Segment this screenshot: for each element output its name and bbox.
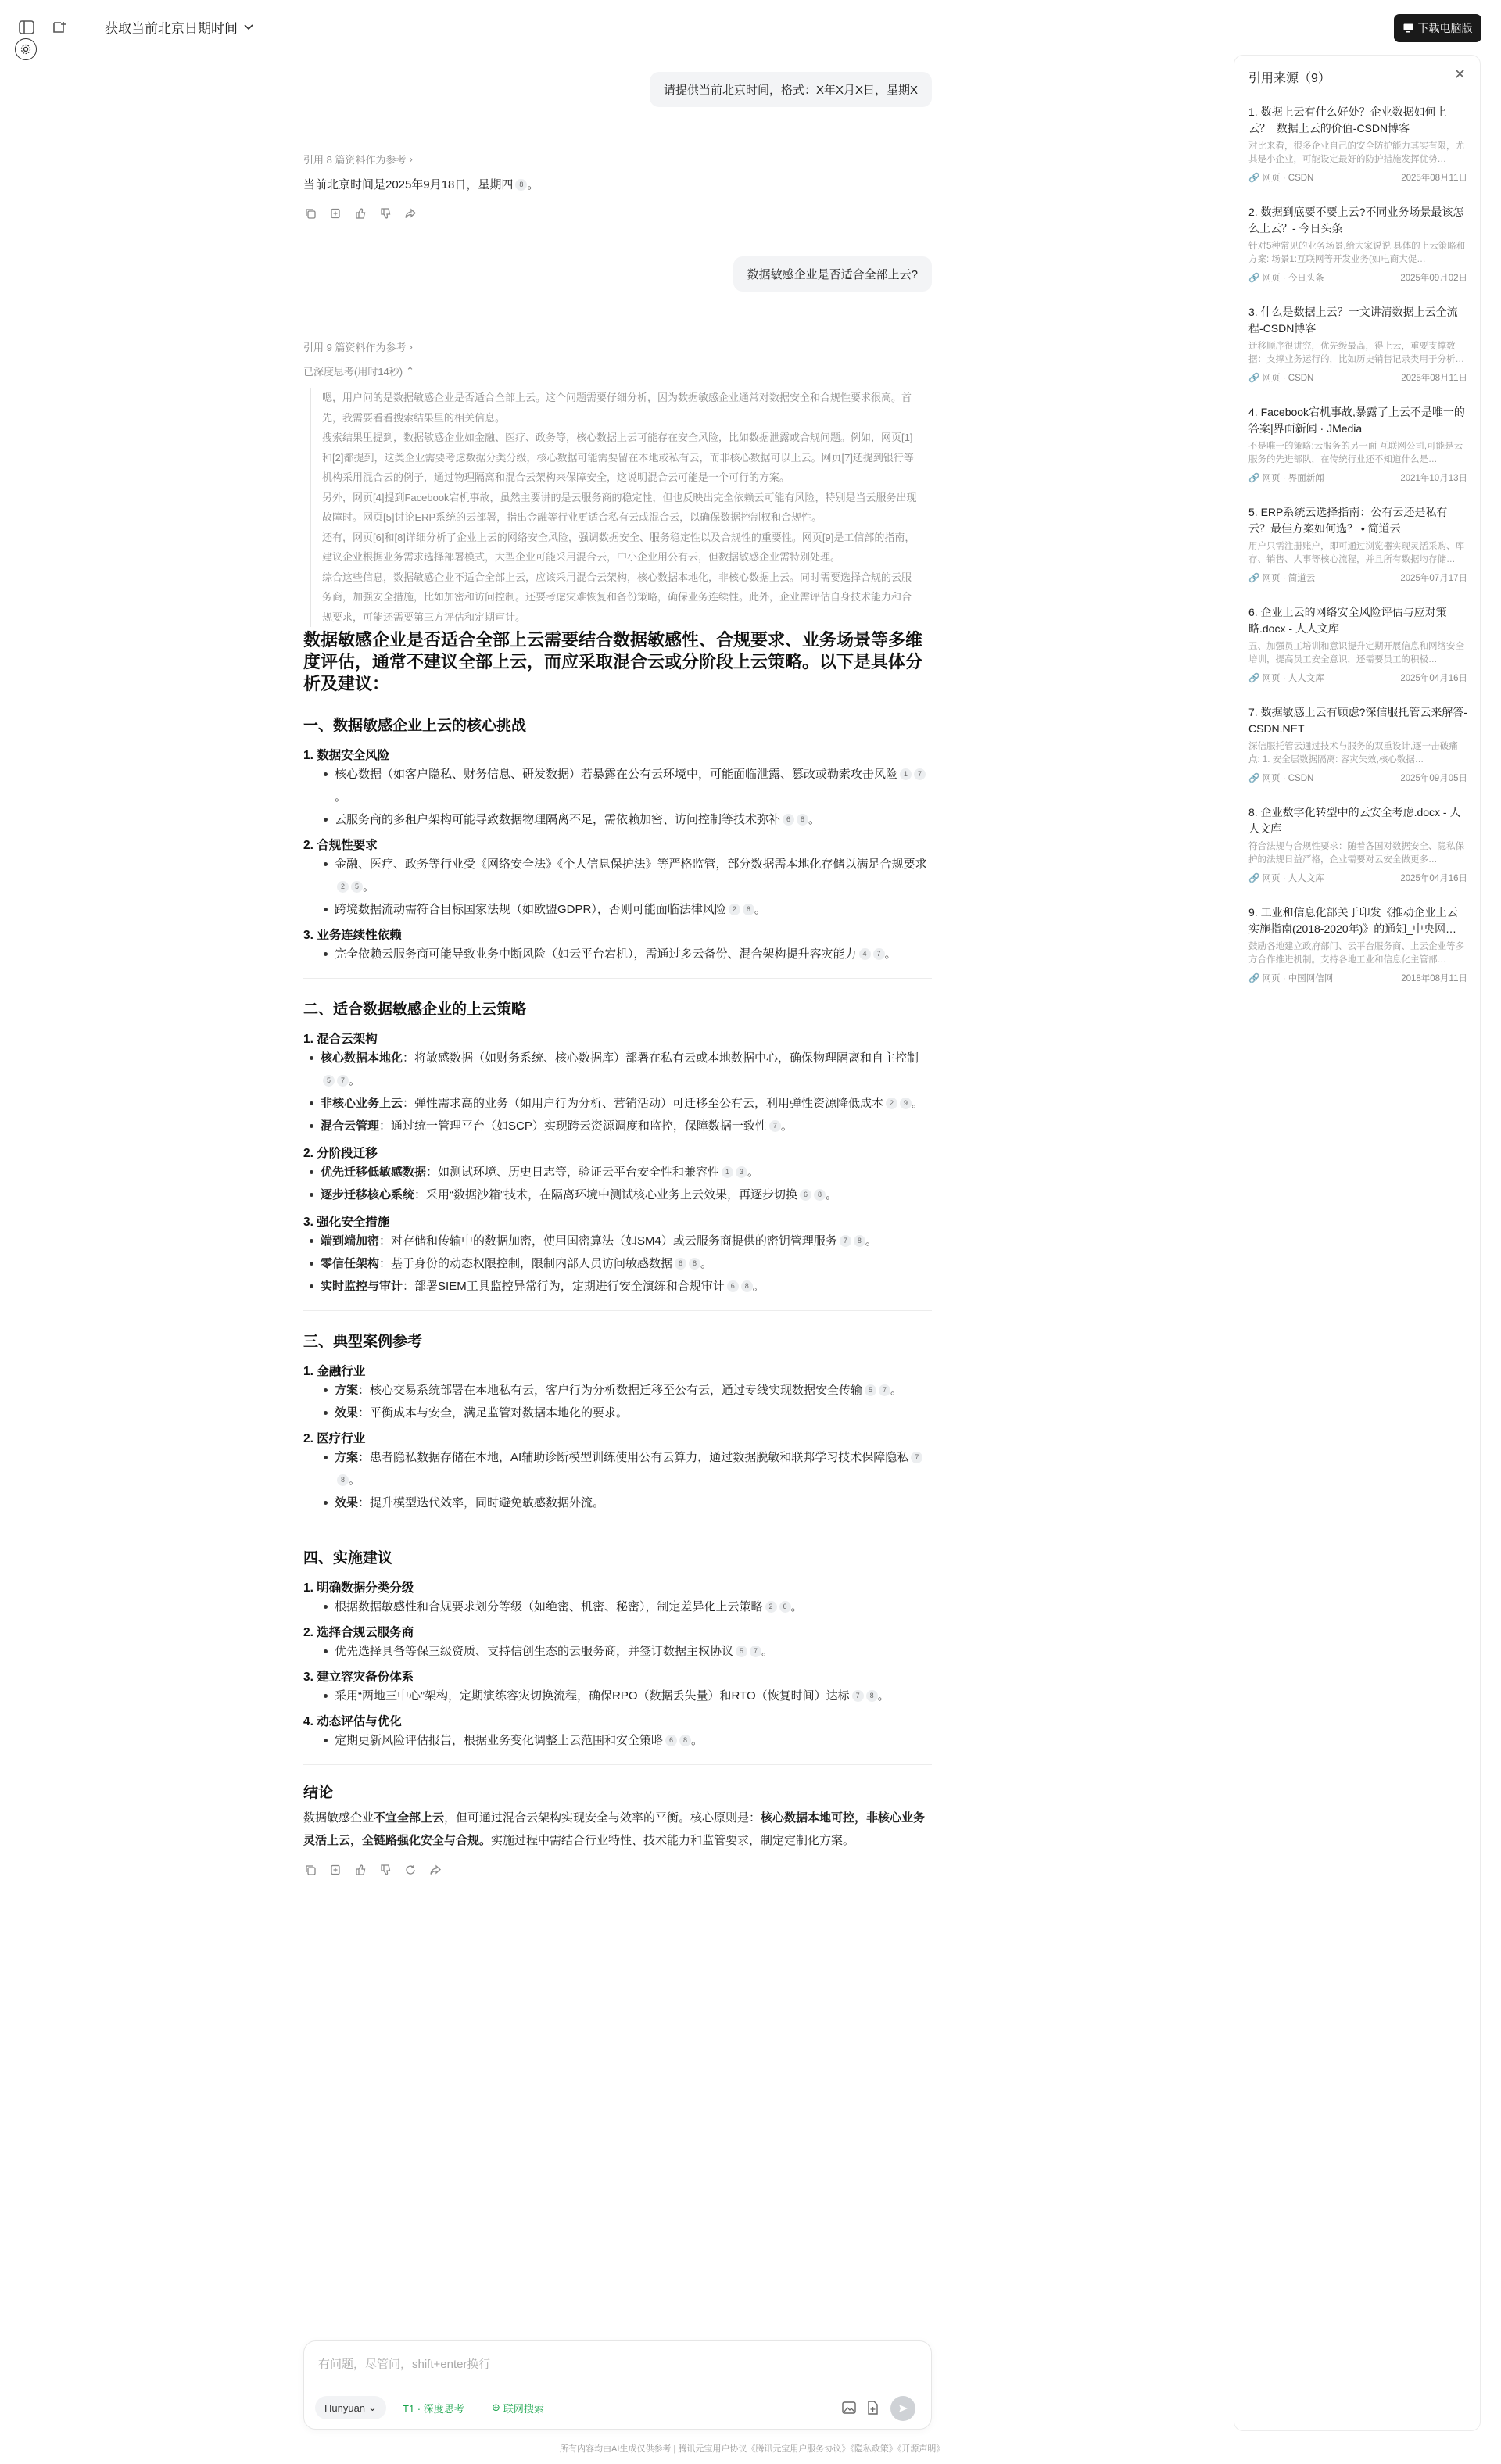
subsection-heading: 1. 数据安全风险 bbox=[303, 749, 390, 762]
web-search-toggle[interactable] bbox=[482, 2396, 553, 2419]
link-icon: 🔗 bbox=[1248, 974, 1260, 983]
thumbs-up-icon[interactable] bbox=[353, 206, 367, 220]
list-item-text: ：平衡成本与安全，满足监管对数据本地化的要求。 bbox=[358, 1406, 629, 1420]
list-item: 核心数据本地化：将敏感数据（如财务系统、核心数据库）部署在私有云或本地数据中心，确保物理隔离和自主控制5 7 。 bbox=[303, 1047, 932, 1092]
citation-badge[interactable]: 7 bbox=[852, 1690, 864, 1702]
reference-count-link[interactable] bbox=[303, 152, 413, 167]
list-item-key: 方案 bbox=[335, 1451, 359, 1464]
citation-badge[interactable]: 4 bbox=[859, 948, 871, 960]
source-meta: 🔗 网页 · CSDN 2025年08月11日 bbox=[1248, 371, 1467, 384]
citation-badge[interactable]: 8 bbox=[866, 1690, 878, 1702]
source-site: 人人文库 bbox=[1288, 674, 1324, 683]
list-item-key: 混合云管理 bbox=[321, 1119, 380, 1133]
link-icon: 🔗 bbox=[1248, 574, 1260, 583]
source-snippet: 迁移顺序很讲究，优先级最高，得上云，重要支撑数据：支撑业务运行的，比如历史销售记录类用于分析… bbox=[1248, 342, 1464, 364]
list-item-text: ：通过统一管理平台（如SCP）实现跨云资源调度和监控，保障数据一致性 bbox=[379, 1119, 767, 1133]
link-icon: 🔗 bbox=[1248, 874, 1260, 883]
source-site: CSDN bbox=[1288, 774, 1314, 783]
citation-badge[interactable]: 7 bbox=[911, 1452, 922, 1463]
regenerate-icon[interactable] bbox=[403, 1863, 417, 1877]
conversation-title-dropdown[interactable] bbox=[105, 17, 253, 37]
source-date: 2025年07月17日 bbox=[1400, 574, 1467, 583]
citation-badge[interactable]: 7 bbox=[840, 1235, 851, 1247]
download-label: 下载电脑版 bbox=[1417, 22, 1473, 34]
source-title: 2. 数据到底要不要上云?不同业务场景最该怎么上云？- 今日头条 bbox=[1248, 206, 1464, 235]
conclusion-text: 数据敏感企业 bbox=[303, 1811, 374, 1825]
divider bbox=[303, 1310, 932, 1311]
source-snippet: 对比来看，很多企业自己的安全防护能力其实有限，尤其是小企业，可能设定最好的防护措施发挥优势… bbox=[1248, 141, 1464, 164]
source-date: 2025年08月11日 bbox=[1401, 374, 1467, 383]
citation-badge[interactable]: 8 bbox=[741, 1280, 753, 1292]
thinking-paragraph: 嗯，用户问的是数据敏感企业是否适合全部上云。这个问题需要仔细分析，因为数据敏感企业通常对数据安全和合规性要求很高。首先，我需要看看搜索结果里的相关信息。 bbox=[322, 392, 912, 424]
answer-heading: 数据敏感企业是否适合全部上云需要结合数据敏感性、合规要求、业务场景等多维度评估，通常不建议全部上云，而应采取混合云或分阶段上云策略。以下是具体分析及建议： bbox=[303, 630, 923, 693]
citation-badge[interactable]: 9 bbox=[900, 1098, 912, 1109]
source-type: 网页 bbox=[1262, 674, 1281, 683]
link-icon: 🔗 bbox=[1248, 774, 1260, 783]
link-icon: 🔗 bbox=[1248, 674, 1260, 683]
list-item-text: 金融、医疗、政务等行业受《网络安全法》《个人信息保护法》等严格监管，部分数据需本地化存储以满足合规要求 bbox=[335, 858, 927, 871]
conclusion-key: 不宜全部上云 bbox=[374, 1811, 445, 1825]
settings-icon[interactable] bbox=[15, 38, 37, 60]
citation-badge[interactable]: 8 bbox=[515, 179, 527, 191]
divider bbox=[303, 978, 932, 979]
source-card[interactable] bbox=[1248, 804, 1467, 884]
source-date: 2025年04月16日 bbox=[1400, 674, 1467, 683]
source-site: 今日头条 bbox=[1288, 274, 1324, 283]
citation-badge[interactable]: 5 bbox=[323, 1075, 335, 1087]
file-upload-icon[interactable] bbox=[865, 2401, 879, 2419]
list-item: 完全依赖云服务商可能导致业务中断风险（如云平台宕机），需通过多云备份、混合架构提升容灾能力 4 7 。 bbox=[303, 943, 932, 965]
list-item: 采用“两地三中心”架构，定期演练容灾切换流程，确保RPO（数据丢失量）和RTO（恢复时间）达标 7 8 。 bbox=[303, 1685, 932, 1707]
assistant-answer: 当前北京时间是2025年9月18日，星期四 8 。 bbox=[303, 178, 539, 192]
subsection-heading: 3. 业务连续性依赖 bbox=[303, 929, 402, 942]
source-date: 2025年09月05日 bbox=[1400, 774, 1467, 783]
list-item-key: 非核心业务上云 bbox=[321, 1097, 403, 1110]
bookmark-icon[interactable] bbox=[328, 206, 342, 220]
list-item: 优先选择具备等保三级资质、支持信创生态的云服务商，并签订数据主权协议 5 7 。 bbox=[303, 1640, 932, 1663]
source-type: 网页 bbox=[1262, 474, 1281, 483]
conclusion-text: ，但可通过混合云架构实现安全与效率的平衡。核心原则是： bbox=[444, 1811, 761, 1825]
list-item: 端到端加密：对存储和传输中的数据加密，使用国密算法（如SM4）或云服务商提供的密钥管理服务 7 8 。 bbox=[303, 1230, 932, 1252]
source-type: 网页 bbox=[1262, 974, 1281, 983]
source-meta: 🔗 网页 · CSDN 2025年09月05日 bbox=[1248, 772, 1467, 784]
list-item: 方案：核心交易系统部署在本地私有云，客户行为分析数据迁移至公有云，通过专线实现数据安全传输 5 7 。 bbox=[303, 1379, 932, 1402]
list-item-text: ：患者隐私数据存储在本地，AI辅助诊断模型训练使用公有云算力，通过数据脱敏和联邦学习技术保障隐私 bbox=[358, 1451, 909, 1464]
citation-badge[interactable]: 5 bbox=[736, 1646, 747, 1657]
user-message bbox=[733, 256, 932, 292]
subsection-heading: 1. 明确数据分类分级 bbox=[303, 1581, 414, 1595]
source-site: 界面新闻 bbox=[1288, 474, 1324, 483]
source-meta: 🔗 网页 · 简道云 2025年07月17日 bbox=[1248, 571, 1467, 584]
citation-badge[interactable]: 8 bbox=[689, 1258, 700, 1270]
section-heading: 结论 bbox=[303, 1785, 334, 1801]
citation-badge[interactable]: 5 bbox=[351, 881, 363, 893]
source-date: 2025年04月16日 bbox=[1400, 874, 1467, 883]
send-button[interactable] bbox=[890, 2396, 915, 2421]
chevron-right-icon: › bbox=[409, 153, 413, 165]
top-bar bbox=[0, 0, 1473, 55]
source-title: 4. Facebook宕机事故,暴露了上云不是唯一的答案|界面新闻 · JMedia bbox=[1248, 406, 1465, 435]
citation-badge[interactable]: 7 bbox=[750, 1646, 761, 1657]
link-icon: 🔗 bbox=[1248, 174, 1260, 183]
globe-icon: ⊕ bbox=[492, 2401, 500, 2413]
source-snippet: 针对5种常见的业务场景,给大家说说 具体的上云策略和方案: 场景1:互联网等开发业务(如电商大促… bbox=[1248, 242, 1466, 264]
list-item-text: 采用“两地三中心”架构，定期演练容灾切换流程，确保RPO（数据丢失量）和RTO（恢复时间）达标 bbox=[335, 1689, 850, 1703]
footer-disclaimer: 所有内容均由AI生成仅供参考 | 腾讯元宝用户协议《腾讯元宝用户服务协议》《隐私政策》《开源声明》 bbox=[560, 2444, 945, 2454]
reference-count-link[interactable] bbox=[303, 339, 413, 354]
subsection-heading: 3. 建立容灾备份体系 bbox=[303, 1671, 414, 1684]
reference-count-text: 引用 8 篇资料作为参考 bbox=[303, 154, 407, 166]
list-item: 方案：患者隐私数据存储在本地，AI辅助诊断模型训练使用公有云算力，通过数据脱敏和联邦学习技术保障隐私 78 。 bbox=[303, 1446, 932, 1492]
source-card[interactable] bbox=[1248, 404, 1467, 484]
citation-badge[interactable]: 2 bbox=[337, 881, 349, 893]
source-date: 2025年08月11日 bbox=[1401, 174, 1467, 183]
list-item-text: 优先选择具备等保三级资质、支持信创生态的云服务商，并签订数据主权协议 bbox=[335, 1645, 734, 1658]
source-title: 6. 企业上云的网络安全风险评估与应对策略.docx - 人人文库 bbox=[1248, 606, 1447, 635]
list-item-text: ：将敏感数据（如财务系统、核心数据库）部署在私有云或本地数据中心，确保物理隔离和自主控制 bbox=[403, 1051, 919, 1065]
thinking-paragraph: 综合这些信息，数据敏感企业不适合全部上云，应该采用混合云架构，核心数据本地化，非核心数据上云。同时需要选择合规的云服务商，加强安全措施，比如加密和访问控制。还要考虑灾难恢复和备份策略，确保业务连续性。此外，企业需评估自身技术能力和合规要求，可能还需要第三方评估和定期审计。 bbox=[322, 571, 912, 623]
subsection-heading: 3. 强化安全措施 bbox=[303, 1216, 390, 1229]
source-card[interactable] bbox=[1248, 104, 1467, 184]
copy-icon[interactable] bbox=[303, 1863, 317, 1877]
source-card[interactable] bbox=[1248, 704, 1467, 784]
list-item: 跨境数据流动需符合目标国家法规（如欧盟GDPR），否则可能面临法律风险 2 6 。 bbox=[303, 898, 932, 921]
link-icon: 🔗 bbox=[1248, 274, 1260, 283]
bookmark-icon[interactable] bbox=[328, 1863, 342, 1877]
thinking-paragraph: 还有，网页[6]和[8]详细分析了企业上云的网络安全风险，强调数据安全、服务稳定性以及合规性的重要性。网页[9]是工信部的指南，建议企业根据业务需求选择部署模式，大型企业可能采用混合云，中小企业用公有云，但数据敏感企业需特别处理。 bbox=[322, 531, 915, 563]
source-site: CSDN bbox=[1288, 174, 1314, 183]
source-snippet: 深信服托管云通过技术与服务的双重设计,逐一击破痛点: 1. 安全层数据隔离: 容灾失效,核心数据… bbox=[1248, 742, 1458, 765]
conversation-title: 获取当前北京日期时间 bbox=[105, 21, 238, 36]
list-item-key: 优先迁移低敏感数据 bbox=[321, 1166, 427, 1179]
thinking-paragraph: 另外，网页[4]提到Facebook宕机事故，虽然主要讲的是云服务商的稳定性，但也反映出完全依赖云可能有风险，特别是当云服务出现故障时。网页[5]讨论ERP系统的云部署，指出金融等行业更适合私有云或混合云，以确保数据控制权和合规性。 bbox=[322, 491, 917, 523]
list-item: 零信任架构：基于身份的动态权限控制，限制内部人员访问敏感数据 6 8 。 bbox=[303, 1252, 932, 1275]
source-site: 中国网信网 bbox=[1288, 974, 1334, 983]
message-actions bbox=[303, 206, 417, 220]
list-item-key: 方案 bbox=[335, 1384, 359, 1397]
source-date: 2021年10月13日 bbox=[1400, 474, 1467, 483]
citation-badge[interactable]: 1 bbox=[722, 1166, 733, 1178]
source-snippet: 鼓励各地建立政府部门、云平台服务商、上云企业等多方合作推进机制。支持各地工业和信息化主管部… bbox=[1248, 942, 1464, 965]
citation-badge[interactable]: 8 bbox=[814, 1189, 826, 1201]
subsection-heading: 2. 分阶段迁移 bbox=[303, 1147, 378, 1160]
list-item-key: 效果 bbox=[335, 1406, 359, 1420]
list-item-text: ：部署SIEM工具监控异常行为，定期进行安全演练和合规审计 bbox=[403, 1280, 725, 1293]
source-title: 8. 企业数字化转型中的云安全考虑.docx - 人人文库 bbox=[1248, 806, 1461, 835]
list-item-key: 端到端加密 bbox=[321, 1234, 380, 1248]
section-heading: 二、适合数据敏感企业的上云策略 bbox=[303, 1001, 527, 1018]
answer-text: 当前北京时间是2025年9月18日，星期四 bbox=[303, 178, 514, 192]
section-heading: 一、数据敏感企业上云的核心挑战 bbox=[303, 718, 527, 734]
citation-badge[interactable]: 7 bbox=[873, 948, 885, 960]
section-heading: 四、实施建议 bbox=[303, 1550, 393, 1567]
list-item-text: ：如测试环境、历史日志等，验证云平台安全性和兼容性 bbox=[426, 1166, 720, 1179]
citation-badge[interactable]: 6 bbox=[783, 814, 794, 826]
share-icon[interactable] bbox=[403, 206, 417, 220]
source-card[interactable] bbox=[1248, 504, 1467, 584]
send-icon bbox=[897, 2403, 908, 2414]
list-item-text: ：基于身份的动态权限控制，限制内部人员访问敏感数据 bbox=[379, 1257, 673, 1270]
citation-badge[interactable]: 6 bbox=[779, 1601, 791, 1613]
citation-badge[interactable]: 2 bbox=[765, 1601, 777, 1613]
list-item: 优先迁移低敏感数据：如测试环境、历史日志等，验证云平台安全性和兼容性 1 3 。 bbox=[303, 1161, 932, 1184]
link-icon: 🔗 bbox=[1248, 474, 1260, 483]
user-message-text: 请提供当前北京时间，格式：X年X月X日，星期X bbox=[663, 84, 918, 97]
list-item-key: 逐步迁移核心系统 bbox=[321, 1188, 415, 1202]
source-type: 网页 bbox=[1262, 174, 1281, 183]
deep-think-chip-label: T1 · 深度思考 bbox=[403, 2402, 464, 2415]
list-item-text: ：对存储和传输中的数据加密，使用国密算法（如SM4）或云服务商提供的密钥管理服务 bbox=[379, 1234, 837, 1248]
source-meta: 🔗 网页 · 中国网信网 2018年08月11日 bbox=[1248, 972, 1467, 984]
citation-badge[interactable]: 6 bbox=[743, 904, 754, 915]
conclusion-paragraph bbox=[303, 1807, 932, 1852]
source-meta: 🔗 网页 · 人人文库 2025年04月16日 bbox=[1248, 672, 1467, 684]
thumbs-up-icon[interactable] bbox=[353, 1863, 367, 1877]
source-meta: 🔗 网页 · CSDN 2025年08月11日 bbox=[1248, 171, 1467, 184]
divider bbox=[303, 1764, 932, 1765]
message-actions bbox=[303, 1863, 932, 1877]
chevron-right-icon: › bbox=[409, 341, 413, 353]
citation-badge[interactable]: 8 bbox=[854, 1235, 865, 1247]
citation-badge[interactable]: 6 bbox=[665, 1735, 677, 1746]
list-item: 逐步迁移核心系统：采用“数据沙箱”技术，在隔离环境中测试核心业务上云效果，再逐步切换 6 8 。 bbox=[303, 1184, 932, 1206]
deep-think-label: 已深度思考(用时14秒) bbox=[303, 366, 403, 378]
citation-badge[interactable]: 7 bbox=[879, 1384, 890, 1396]
list-item bbox=[303, 1402, 932, 1424]
new-chat-icon[interactable] bbox=[49, 17, 70, 38]
source-date: 2025年09月02日 bbox=[1400, 274, 1467, 283]
list-item-text: ：弹性需求高的业务（如用户行为分析、营销活动）可迁移至公有云，利用弹性资源降低成本 bbox=[403, 1097, 884, 1110]
citation-badge[interactable]: 8 bbox=[337, 1474, 349, 1486]
list-item: 核心数据（如客户隐私、财务信息、研发数据）若暴露在公有云环境中，可能面临泄露、篡改或勒索攻击风险 1 7。 bbox=[303, 763, 932, 808]
subsection-heading: 2. 医疗行业 bbox=[303, 1432, 366, 1445]
source-title: 9. 工业和信息化部关于印发《推动企业上云实施指南(2018-2020年)》的通知_中央网… bbox=[1248, 906, 1458, 935]
list-item: 云服务商的多租户架构可能导致数据物理隔离不足，需依赖加密、访问控制等技术弥补 6 8 。 bbox=[303, 808, 932, 831]
link-icon: 🔗 bbox=[1248, 374, 1260, 383]
subsection-heading: 2. 合规性要求 bbox=[303, 839, 378, 852]
source-card[interactable] bbox=[1248, 204, 1467, 284]
list-item: 根据数据敏感性和合规要求划分等级（如绝密、机密、秘密），制定差异化上云策略 2 6 。 bbox=[303, 1596, 932, 1618]
list-item: 金融、医疗、政务等行业受《网络安全法》《个人信息保护法》等严格监管，部分数据需本地化存储以满足合规要求2 5 。 bbox=[303, 853, 932, 898]
monitor-icon bbox=[1403, 23, 1413, 33]
reference-count-text: 引用 9 篇资料作为参考 bbox=[303, 342, 407, 353]
list-item-text: ：采用“数据沙箱”技术，在隔离环境中测试核心业务上云效果，再逐步切换 bbox=[414, 1188, 798, 1202]
assistant-answer bbox=[303, 629, 932, 1877]
source-snippet: 不是唯一的策略:云服务的另一面 互联网公司,可能是云服务的先进部队，在传统行业还不知道什么是… bbox=[1248, 442, 1463, 464]
thinking-paragraph: 搜索结果里提到，数据敏感企业如金融、医疗、政务等，核心数据上云可能存在安全风险，比如数据泄露或合规问题。例如，网页[1]和[2]都提到，这类企业需要考虑数据分类分级，核心数据可能需要留在本地或私有云，而非核心数据可以上云。网页[7]还提到银行等机构采用混合云的例子，通过物理隔离和混合云架构来保障安全，这说明混合云可能是一个可行的方案。 bbox=[322, 432, 914, 483]
thumbs-down-icon[interactable] bbox=[378, 206, 392, 220]
list-item: 非核心业务上云：弹性需求高的业务（如用户行为分析、营销活动）可迁移至公有云，利用弹性资源降低成本 2 9 。 bbox=[303, 1092, 932, 1115]
model-selector[interactable] bbox=[315, 2396, 386, 2419]
source-type: 网页 bbox=[1262, 774, 1281, 783]
citation-badge[interactable]: 8 bbox=[797, 814, 808, 826]
citation-badge[interactable]: 7 bbox=[337, 1075, 349, 1087]
close-icon[interactable]: ✕ bbox=[1453, 66, 1466, 82]
list-item-text: ：核心交易系统部署在本地私有云，客户行为分析数据迁移至公有云，通过专线实现数据安全传输 bbox=[358, 1384, 863, 1397]
source-type: 网页 bbox=[1262, 874, 1281, 883]
source-title: 3. 什么是数据上云？一文讲清数据上云全流程-CSDN博客 bbox=[1248, 306, 1458, 335]
subsection-heading: 2. 选择合规云服务商 bbox=[303, 1626, 414, 1639]
model-label: Hunyuan bbox=[324, 2401, 366, 2414]
conclusion-key: 核心数据本地可控，非核心业务灵活上云，全链路强化安全与合规。 bbox=[303, 1811, 926, 1847]
source-site: 人人文库 bbox=[1288, 874, 1324, 883]
citation-badge[interactable]: 7 bbox=[914, 768, 926, 780]
citation-badge[interactable]: 2 bbox=[886, 1098, 897, 1109]
chevron-down-icon: ⌄ bbox=[368, 2401, 377, 2413]
list-item: 混合云管理：通过统一管理平台（如SCP）实现跨云资源调度和监控，保障数据一致性 7 。 bbox=[303, 1115, 932, 1137]
list-item: 定期更新风险评估报告，根据业务变化调整上云范围和安全策略 6 8 。 bbox=[303, 1729, 932, 1752]
list-item-text: 完全依赖云服务商可能导致业务中断风险（如云平台宕机），需通过多云备份、混合架构提升容灾能力 bbox=[335, 947, 857, 961]
source-snippet: 用户只需注册账户，即可通过浏览器实现灵活采购、库存、销售、人事等核心流程，并且所有数据均存储… bbox=[1248, 542, 1464, 564]
list-item-key: 核心数据本地化 bbox=[321, 1051, 403, 1065]
sources-panel bbox=[1234, 55, 1481, 2431]
download-desktop-button[interactable] bbox=[1394, 14, 1481, 42]
web-search-label: 联网搜索 bbox=[503, 2402, 544, 2415]
user-message bbox=[650, 72, 932, 107]
list-item-key: 零信任架构 bbox=[321, 1257, 380, 1270]
source-title: 7. 数据敏感上云有顾虑?深信服托管云来解答-CSDN.NET bbox=[1248, 706, 1468, 735]
list-item-text: 跨境数据流动需符合目标国家法规（如欧盟GDPR），否则可能面临法律风险 bbox=[335, 903, 726, 916]
citation-badge[interactable]: 6 bbox=[675, 1258, 686, 1270]
user-message-text: 数据敏感企业是否适合全部上云? bbox=[747, 268, 918, 281]
list-item bbox=[303, 1492, 932, 1514]
source-snippet: 符合法规与合规性要求：随着各国对数据安全、隐私保护的法规日益严格，企业需要对云安全做更多… bbox=[1248, 842, 1464, 865]
source-title: 1. 数据上云有什么好处？企业数据如何上云？_数据上云的价值-CSDN博客 bbox=[1248, 106, 1447, 134]
source-meta: 🔗 网页 · 人人文库 2025年04月16日 bbox=[1248, 872, 1467, 884]
subsection-heading: 1. 混合云架构 bbox=[303, 1033, 378, 1046]
chevron-up-icon: ⌃ bbox=[406, 364, 415, 377]
source-site: 简道云 bbox=[1288, 574, 1316, 583]
citation-badge[interactable]: 3 bbox=[736, 1166, 747, 1178]
citation-badge[interactable]: 1 bbox=[900, 768, 912, 780]
source-type: 网页 bbox=[1262, 274, 1281, 283]
list-item-key: 效果 bbox=[335, 1496, 359, 1510]
list-item-text: ：提升模型迭代效率，同时避免敏感数据外流。 bbox=[358, 1496, 605, 1510]
sources-title: 引用来源（9） bbox=[1248, 72, 1331, 85]
list-item: 实时监控与审计：部署SIEM工具监控异常行为，定期进行安全演练和合规审计 6 8 。 bbox=[303, 1275, 932, 1298]
source-card[interactable] bbox=[1248, 604, 1467, 684]
list-item-key: 实时监控与审计 bbox=[321, 1280, 403, 1293]
source-meta: 🔗 网页 · 今日头条 2025年09月02日 bbox=[1248, 271, 1467, 284]
source-date: 2018年08月11日 bbox=[1401, 974, 1467, 983]
source-card[interactable] bbox=[1248, 304, 1467, 384]
source-card[interactable] bbox=[1248, 904, 1467, 984]
share-icon[interactable] bbox=[428, 1863, 442, 1877]
thumbs-down-icon[interactable] bbox=[378, 1863, 392, 1877]
message-input[interactable]: 有问题，尽管问，shift+enter换行 bbox=[318, 2358, 491, 2371]
source-type: 网页 bbox=[1262, 374, 1281, 383]
section-heading: 三、典型案例参考 bbox=[303, 1334, 423, 1350]
thinking-process bbox=[310, 388, 919, 627]
source-snippet: 五、加强员工培训和意识提升定期开展信息和网络安全培训，提高员工安全意识，还需要员工的积极… bbox=[1248, 642, 1464, 664]
source-title: 5. ERP系统云选择指南：公有云还是私有云？最佳方案如何选？ • 简道云 bbox=[1248, 506, 1448, 535]
list-item-text: 核心数据（如客户隐私、财务信息、研发数据）若暴露在公有云环境中，可能面临泄露、篡改或勒索攻击风险 bbox=[335, 768, 898, 781]
sidebar-toggle-icon[interactable] bbox=[16, 17, 37, 38]
citation-badge[interactable]: 6 bbox=[727, 1280, 739, 1292]
copy-icon[interactable] bbox=[303, 206, 317, 220]
citation-badge[interactable]: 7 bbox=[769, 1120, 781, 1132]
source-site: CSDN bbox=[1288, 374, 1314, 383]
conclusion-text: 实施过程中需结合行业特性、技术能力和监管要求，制定定制化方案。 bbox=[491, 1834, 855, 1847]
message-composer bbox=[303, 2340, 932, 2430]
citation-badge[interactable]: 6 bbox=[800, 1189, 811, 1201]
citation-badge[interactable]: 2 bbox=[729, 904, 740, 915]
deep-think-toggle[interactable] bbox=[393, 2396, 474, 2419]
subsection-heading: 4. 动态评估与优化 bbox=[303, 1715, 402, 1728]
list-item-text: 定期更新风险评估报告，根据业务变化调整上云范围和安全策略 bbox=[335, 1734, 664, 1747]
source-type: 网页 bbox=[1262, 574, 1281, 583]
image-upload-icon[interactable] bbox=[842, 2401, 856, 2419]
list-item-text: 根据数据敏感性和合规要求划分等级（如绝密、机密、秘密），制定差异化上云策略 bbox=[335, 1600, 763, 1613]
deep-think-toggle[interactable] bbox=[303, 364, 414, 378]
subsection-heading: 1. 金融行业 bbox=[303, 1365, 366, 1378]
citation-badge[interactable]: 5 bbox=[865, 1384, 876, 1396]
chevron-down-icon bbox=[244, 24, 253, 30]
list-item-text: 云服务商的多租户架构可能导致数据物理隔离不足，需依赖加密、访问控制等技术弥补 bbox=[335, 813, 781, 826]
citation-badge[interactable]: 8 bbox=[679, 1735, 691, 1746]
source-meta: 🔗 网页 · 界面新闻 2021年10月13日 bbox=[1248, 471, 1467, 484]
